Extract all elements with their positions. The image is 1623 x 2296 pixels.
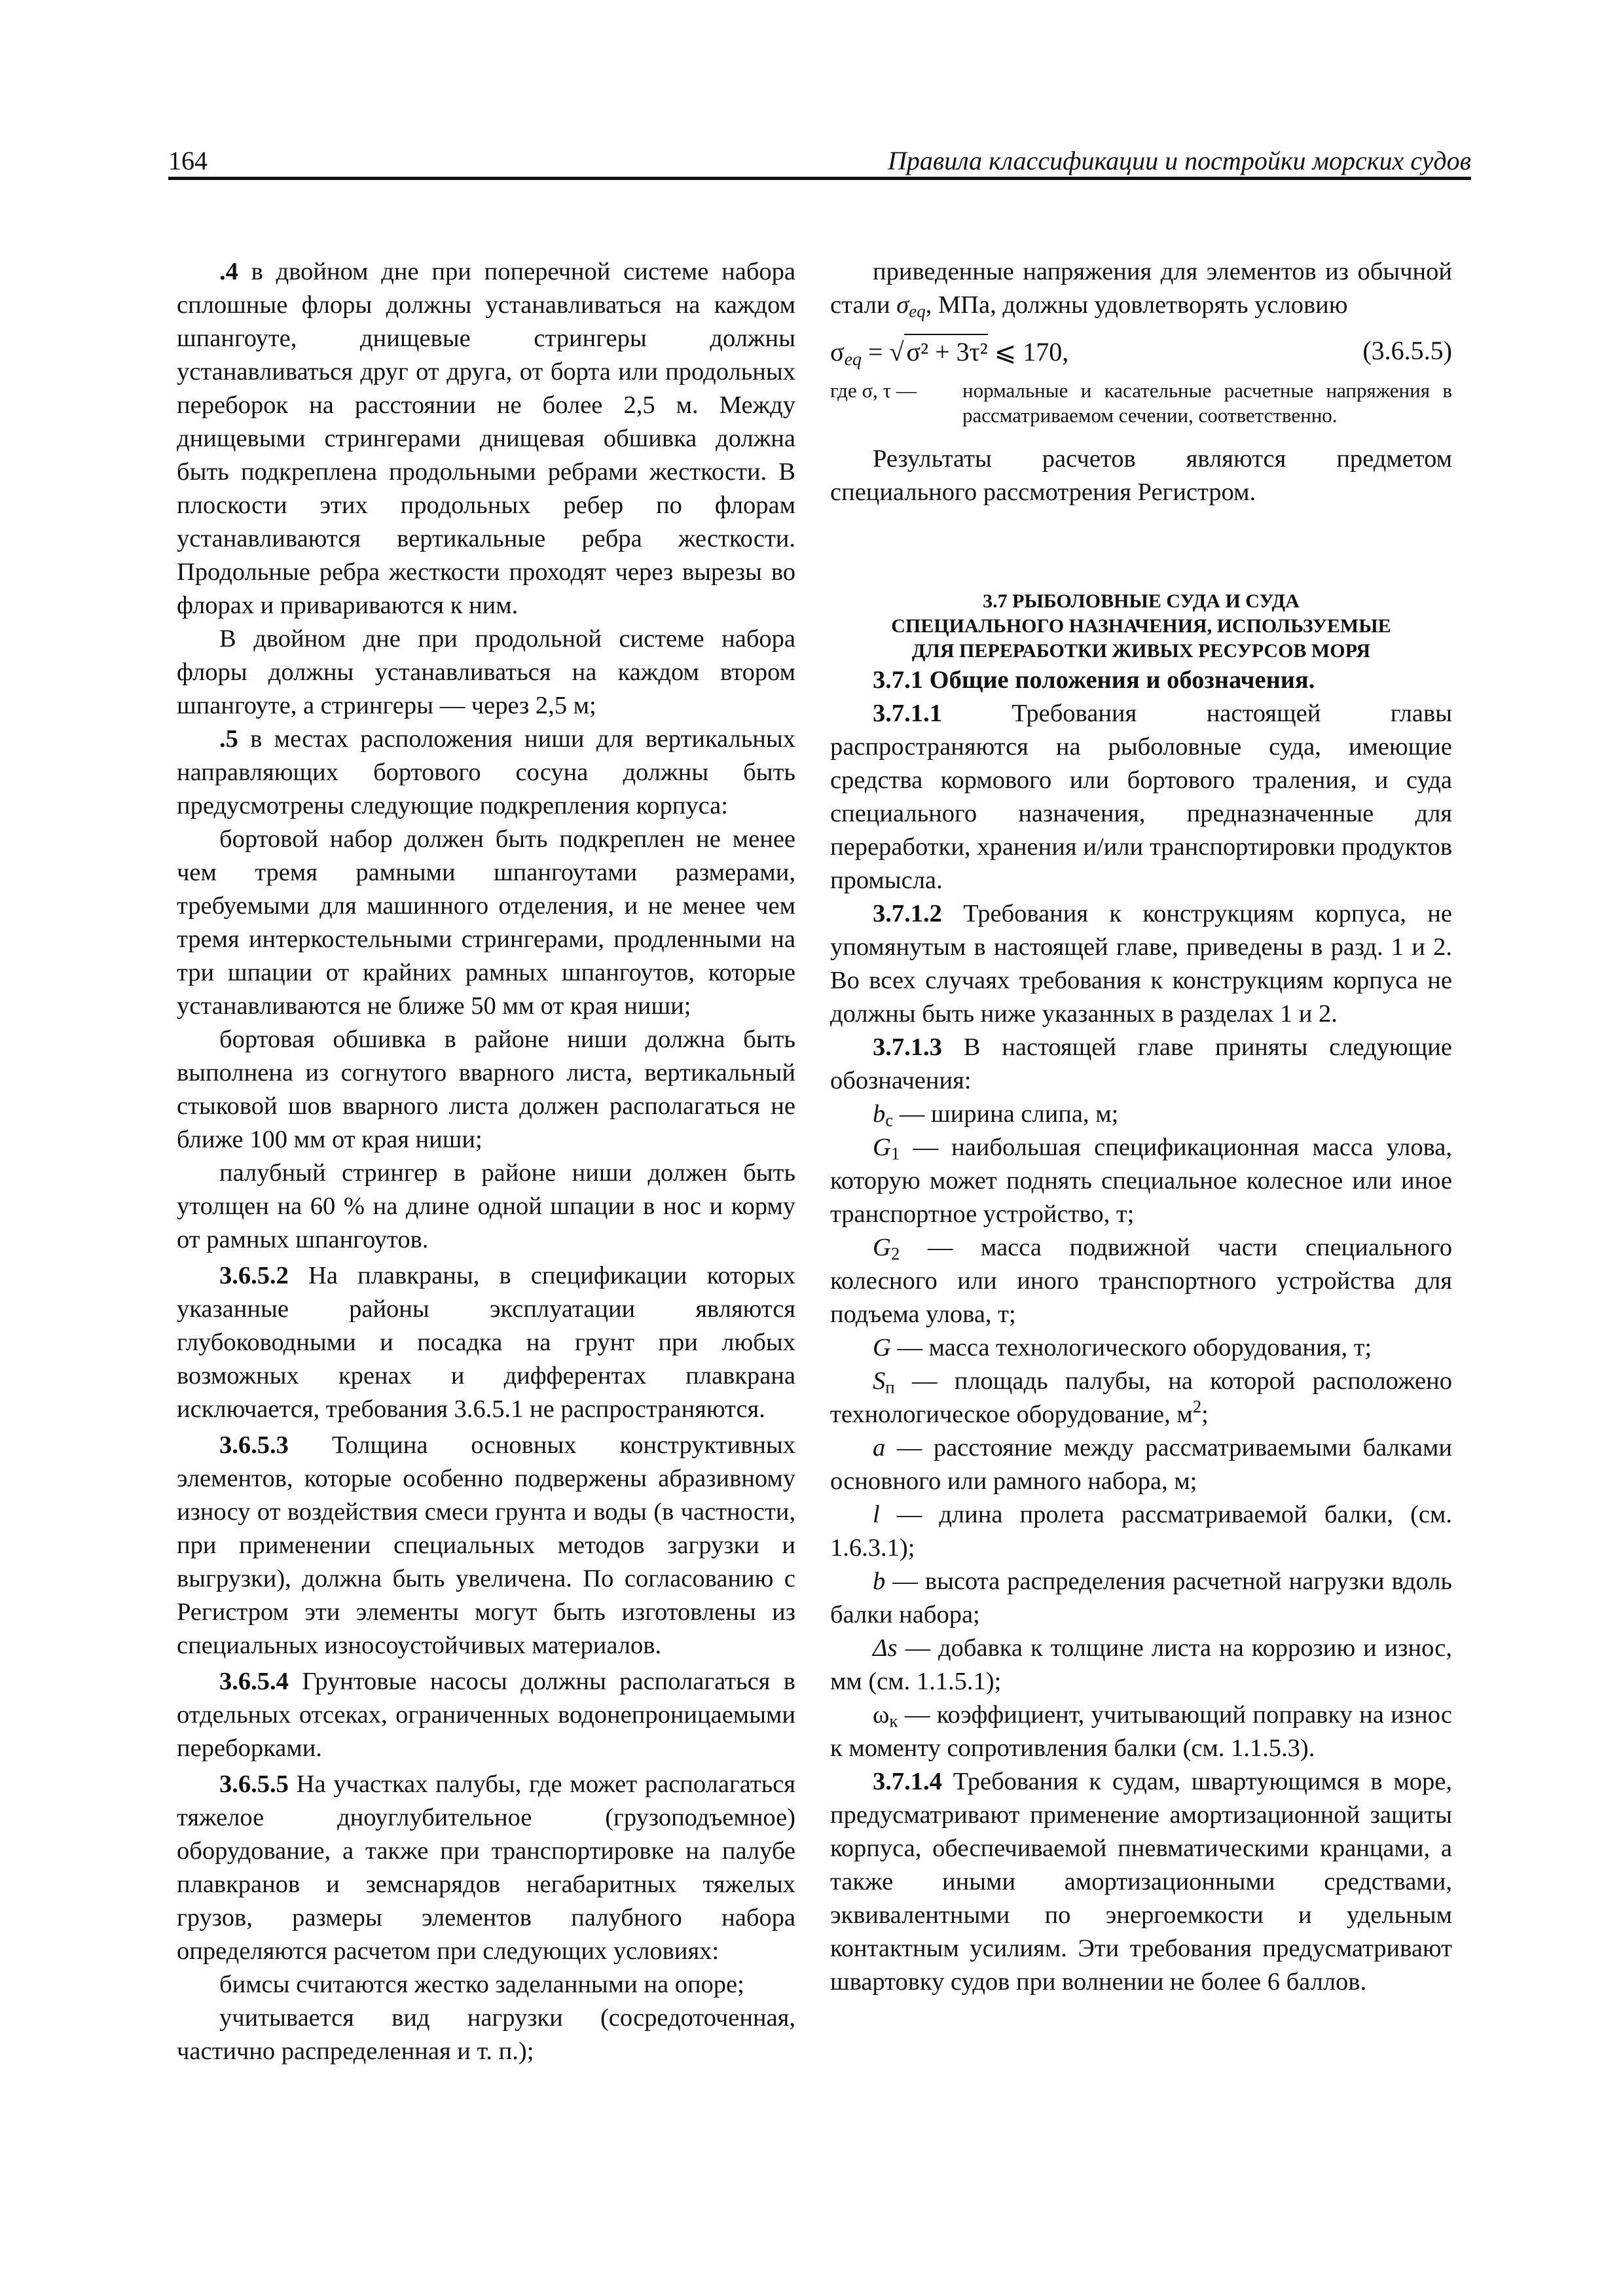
paragraph: палубный стрингер в районе ниши должен быть утолщен на 60 % на длине одной шпации в нос и корму от рамных шпангоутов. <box>177 1159 795 1253</box>
section-heading-line: ДЛЯ ПЕРЕРАБОТКИ ЖИВЫХ РЕСУРСОВ МОРЯ <box>911 640 1371 662</box>
section-heading-line: 3.7 РЫБОЛОВНЫЕ СУДА И СУДА <box>983 590 1300 612</box>
definition <box>830 1431 1452 1498</box>
symbol: a <box>873 1434 886 1462</box>
formula-subscript: eq <box>844 350 862 370</box>
paragraph-text: Требования к конструкциям корпуса, не упомянутым в настоящей главе, приведены в разд. 1 и 2. Во всех случаях требования к конструкциям корпуса не должны быть ниже указанных в разделах 1 и 2. <box>830 900 1452 1028</box>
definition-text: ; <box>1201 1401 1209 1428</box>
clause-number: 3.7.1.2 <box>873 900 942 927</box>
clause-number: 3.6.5.3 <box>219 1431 289 1459</box>
paragraph: Результаты расчетов являются предметом специального рассмотрения Регистром. <box>830 445 1452 506</box>
where-block <box>830 378 1452 428</box>
definition-text: — наибольшая спецификационная масса улова, которую может поднять специальное колесное или иное транспортное устройство, т; <box>830 1134 1452 1228</box>
paragraph <box>830 255 1452 322</box>
formula-expression <box>830 334 1068 368</box>
paragraph <box>830 1031 1452 1098</box>
page-header <box>168 145 1471 179</box>
header-rule <box>168 177 1471 180</box>
definition-text: — длина пролета рассматриваемой балки, (см. 1.6.3.1); <box>830 1501 1452 1562</box>
paragraph: бортовой набор должен быть подкреплен не менее чем тремя рамными шпангоутами размерами, требуемыми для машинного отделения, и не менее чем тремя интеркостельными стрингерами, продленными на три шпации от крайних рамных шпангоутов, которые устанавливаются не ближе 50 мм от края ниши; <box>177 825 795 1020</box>
clause-number: 3.7.1.4 <box>873 1768 942 1795</box>
paragraph <box>830 1765 1452 1999</box>
paragraph-text: приведенные напряжения для элементов из обычной стали <box>830 258 1452 319</box>
definition-text: — высота распределения расчетной нагрузки вдоль балки набора; <box>830 1568 1452 1628</box>
paragraph <box>177 1429 795 1662</box>
symbol: G <box>873 1234 891 1261</box>
definition <box>830 1565 1452 1632</box>
definition <box>830 1331 1452 1365</box>
definition <box>830 1365 1452 1431</box>
symbol: σ <box>896 291 909 319</box>
clause-number: 3.7.1.3 <box>873 1033 942 1061</box>
formula-equals: = <box>862 337 890 367</box>
symbol: Δs <box>873 1634 898 1662</box>
paragraph-text: Толщина основных конструктивных элементов, которые особенно подвержены абразивному износу от воздействия смеси грунта и воды (в частности, при применении специальных методов загрузки и выгрузки), должна быть увеличена. По согласованию с Регистром эти элементы могут быть изготовлены из специальных износоустойчивых материалов. <box>177 1431 795 1659</box>
subscript: п <box>885 1377 895 1397</box>
item-number: .4 <box>219 258 238 285</box>
clause-number: 3.6.5.4 <box>219 1668 289 1695</box>
paragraph <box>177 723 795 823</box>
paragraph-text: В настоящей главе приняты следующие обозначения: <box>830 1033 1452 1094</box>
clause-number: 3.7.1.1 <box>873 700 942 727</box>
symbol: l <box>873 1501 880 1528</box>
paragraph-text: в двойном дне при поперечной системе набора сплошные флоры должны устанавливаться на каждом шпангоуте, днищевые стрингеры должны устанавливаться друг от друга, от борта или продольных переборок на расстоянии не более 2,5 м. Между днищевыми стрингерами днищевая обшивка должна быть подкреплена продольными ребрами жесткости. В плоскости этих продольных ребер по флорам устанавливаются вертикальные ребра жесткости. Продольные ребра жесткости проходят через вырезы во флорах и привариваются к ним. <box>177 258 795 619</box>
definition <box>830 1698 1452 1765</box>
definition-text: — добавка к толщине листа на коррозию и износ, мм (см. 1.1.5.1); <box>830 1634 1452 1695</box>
subscript: 1 <box>890 1143 900 1164</box>
paragraph: бортовая обшивка в районе ниши должна быть выполнена из согнутого вварного листа, вертикальный стыковой шов вварного листа должен располагаться не ближе 100 мм от края ниши; <box>177 1026 795 1153</box>
definition <box>830 1498 1452 1565</box>
definition-text: — коэффициент, учитывающий поправку на износ к моменту сопротивления балки (см. 1.1.5.3). <box>830 1701 1452 1762</box>
paragraph-text: Грунтовые насосы должны располагаться в отдельных отсеках, ограниченных водонепроницаемыми переборками. <box>177 1668 795 1762</box>
left-column <box>177 255 795 2068</box>
paragraph: учитывается вид нагрузки (сосредоточенная, частично распределенная и т. п.); <box>177 2004 795 2065</box>
running-title: Правила классификации и постройки морских судов <box>887 146 1471 175</box>
equation-number: (3.6.5.5) <box>1362 336 1452 365</box>
where-text: нормальные и касательные расчетные напряжения в рассматриваемом сечении, соответственно. <box>962 379 1452 427</box>
section-heading-line: СПЕЦИАЛЬНОГО НАЗНАЧЕНИЯ, ИСПОЛЬЗУЕМЫЕ <box>891 615 1391 637</box>
definition <box>830 1098 1452 1131</box>
definition-text: — масса подвижной части специального колесного или иного транспортного устройства для подъема улова, т; <box>830 1234 1452 1328</box>
definition-text: — ширина слипа, м; <box>893 1100 1119 1128</box>
formula-rhs: ⩽ 170, <box>987 337 1069 367</box>
paragraph <box>830 897 1452 1031</box>
symbol: S <box>873 1367 886 1395</box>
formula <box>830 331 1452 374</box>
item-number: .5 <box>219 725 238 753</box>
subscript: 2 <box>890 1244 900 1264</box>
paragraph <box>830 697 1452 897</box>
section-heading <box>830 589 1452 664</box>
paragraph <box>177 1768 795 1968</box>
paragraph: бимсы считаются жестко заделанными на опоре; <box>219 1971 744 1998</box>
symbol: G <box>873 1334 891 1361</box>
formula-lhs: σ <box>830 337 845 367</box>
superscript: 2 <box>1192 1397 1202 1417</box>
paragraph-text: Требования к судам, швартующимся в море, предусматривают применение амортизационной защиты корпуса, обеспечиваемой пневматическими кранцами, а также иными амортизационными средствами, эквивалентными по энергоемкости и удельным контактным усилиям. Эти требования предусматривают швартовку судов при волнении не более 6 баллов. <box>830 1768 1452 1996</box>
definition <box>830 1231 1452 1331</box>
sqrt-sign: √ <box>889 337 904 367</box>
paragraph <box>177 1665 795 1765</box>
symbol: b <box>873 1100 886 1128</box>
paragraph-text: Требования настоящей главы распространяются на рыболовные суда, имеющие средства кормового или бортового траления, и суда специального назначения, предназначенные для переработки, хранения и/или транспортировки продуктов промысла. <box>830 700 1452 894</box>
definition-text: — расстояние между рассматриваемыми балками основного или рамного набора, м; <box>830 1434 1452 1495</box>
where-label: где σ, τ — <box>830 379 917 402</box>
clause-number: 3.6.5.2 <box>219 1262 289 1289</box>
paragraph <box>177 1259 795 1426</box>
paragraph-text: , МПа, должны удовлетворять условию <box>925 291 1348 319</box>
paragraph <box>177 255 795 622</box>
symbol: b <box>873 1568 886 1595</box>
formula-radicand: σ² + 3τ² <box>904 334 988 368</box>
clause-number: 3.6.5.5 <box>219 1770 289 1798</box>
definition <box>830 1131 1452 1231</box>
paragraph-text: в местах расположения ниши для вертикальных направляющих бортового сосуна должны быть предусмотрены следующие подкрепления корпуса: <box>177 725 795 819</box>
definition-text: — площадь палубы, на которой расположено технологическое оборудование, м <box>830 1367 1452 1428</box>
symbol: ω <box>873 1701 890 1729</box>
symbol: G <box>873 1134 891 1161</box>
definition <box>830 1632 1452 1698</box>
subscript: c <box>885 1110 894 1130</box>
subscript: к <box>889 1711 898 1731</box>
paragraph: В двойном дне при продольной системе набора флоры должны устанавливаться на каждом втором шпангоуте, а стрингеры — через 2,5 м; <box>177 625 795 719</box>
paragraph-text: На участках палубы, где может располагаться тяжелое дноуглубительное (грузоподъемное) оборудование, а также при транспортировке на палубе плавкранов и земснарядов негабаритных тяжелых грузов, размеры элементов палубного набора определяются расчетом при следующих условиях: <box>177 1770 795 1965</box>
subscript: eq <box>909 301 926 321</box>
definition-text: — масса технологического оборудования, т; <box>890 1334 1372 1361</box>
right-column <box>830 255 1452 1999</box>
subsection-heading: 3.7.1 Общие положения и обозначения. <box>873 666 1315 694</box>
paragraph-text: На плавкраны, в спецификации которых указанные районы эксплуатации являются глубоководными и посадка на грунт при любых возможных кренах и дифферентах плавкрана исключается, требования 3.6.5.1 не распространяются. <box>177 1262 795 1423</box>
page-number: 164 <box>168 146 208 175</box>
